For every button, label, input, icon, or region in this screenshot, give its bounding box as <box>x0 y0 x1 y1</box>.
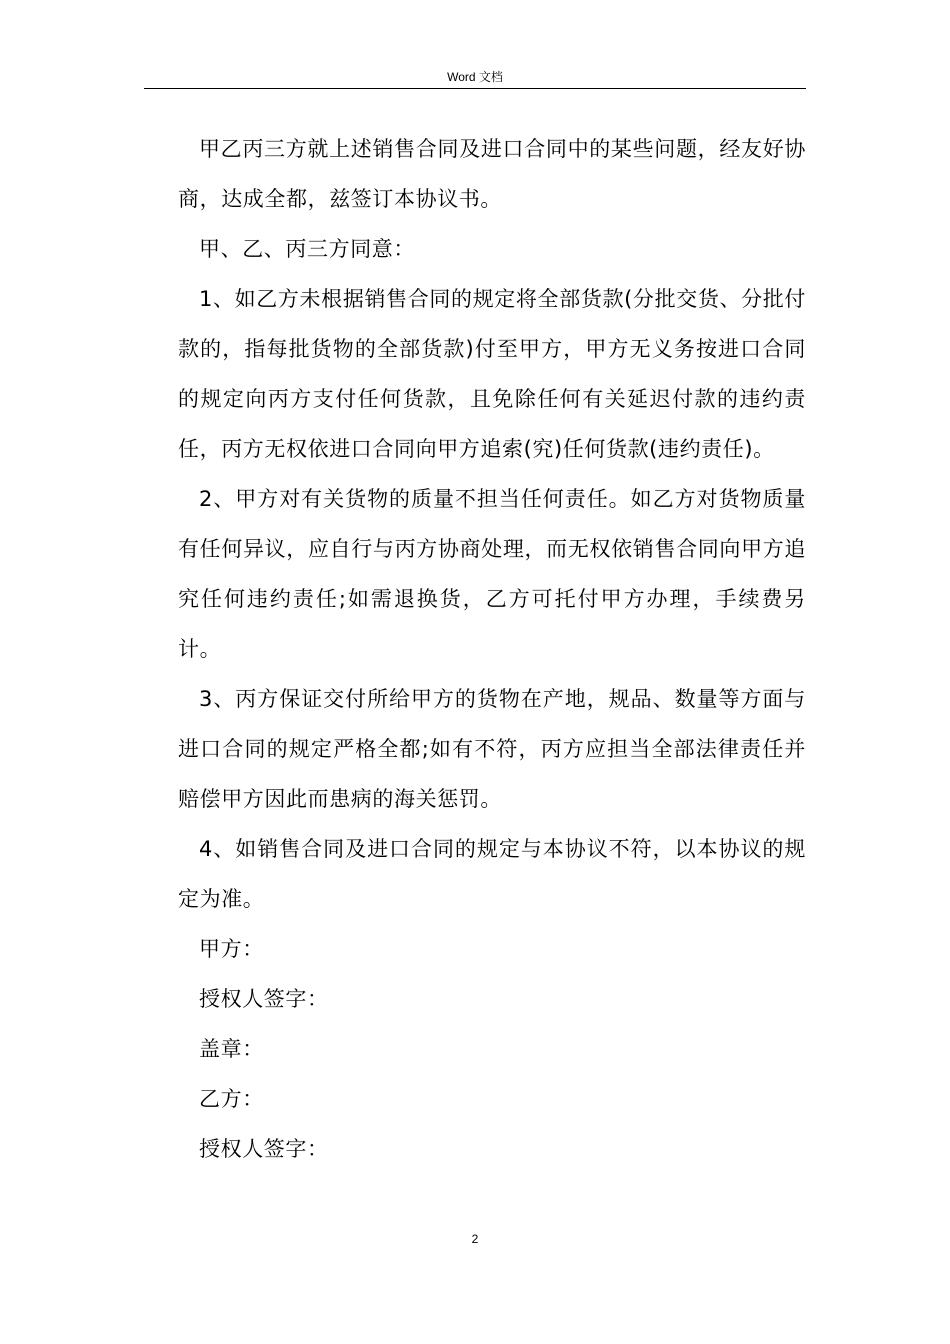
clause-3: 3、丙方保证交付所给甲方的货物在产地，规品、数量等方面与进口合同的规定严格全都;如有不符，丙方应担当全部法律责任并赔偿甲方因此而患病的海关惩罚。 <box>178 687 806 811</box>
agreement-heading: 甲、乙、丙三方同意： <box>199 237 415 261</box>
party-b-signature-label: 授权人签字： <box>199 1137 329 1161</box>
intro-paragraph: 甲乙丙三方就上述销售合同及进口合同中的某些问题，经友好协商，达成全都，兹签订本协议书。 <box>178 137 806 211</box>
clause-1: 1、如乙方未根据销售合同的规定将全部货款(分批交货、分批付款的，指每批货物的全部货款)付至甲方，甲方无义务按进口合同的规定向丙方支付任何货款，且免除任何有关延迟付款的违约责任，丙方无权依进口合同向甲方追索(究)任何货款(违约责任)。 <box>178 287 806 461</box>
header-title: Word 文档 <box>447 70 503 84</box>
document-body <box>178 124 806 1174</box>
page-number: 2 <box>471 1232 479 1246</box>
page-header <box>144 66 806 89</box>
party-b-label: 乙方： <box>199 1087 264 1111</box>
clause-4: 4、如销售合同及进口合同的规定与本协议不符，以本协议的规定为准。 <box>178 837 806 911</box>
party-a-seal-label: 盖章： <box>199 1037 264 1061</box>
party-a-signature-label: 授权人签字： <box>199 987 329 1011</box>
clause-2: 2、甲方对有关货物的质量不担当任何责任。如乙方对货物质量有任何异议，应自行与丙方协商处理，而无权依销售合同向甲方追究任何违约责任;如需退换货，乙方可托付甲方办理，手续费另计。 <box>178 487 806 661</box>
party-a-label: 甲方： <box>199 937 264 961</box>
